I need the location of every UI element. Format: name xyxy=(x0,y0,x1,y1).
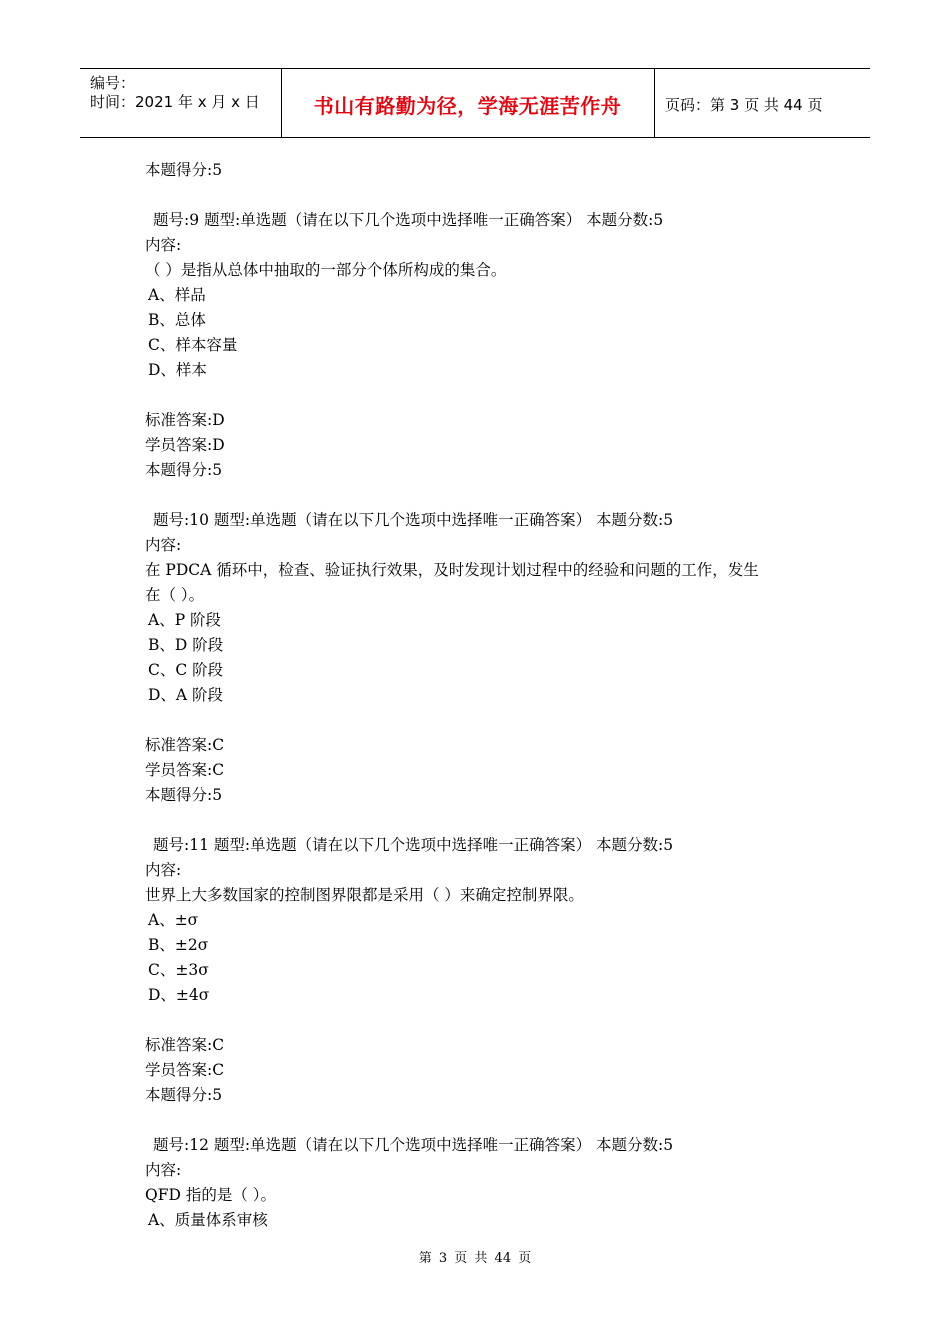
question-header: 题号:9 题型:单选题（请在以下几个选项中选择唯一正确答案） 本题分数:5 xyxy=(153,211,664,229)
student-answer xyxy=(145,758,835,783)
document-body xyxy=(145,158,835,1233)
question-score xyxy=(145,1083,835,1108)
option-item: B、总体 xyxy=(148,311,206,329)
student-answer xyxy=(145,433,835,458)
score-label: 本题得分: xyxy=(145,786,213,804)
question-text: 在 PDCA 循环中，检查、验证执行效果，及时发现计划过程中的经验和问题的工作，发生 xyxy=(145,561,759,579)
page-footer: 第 3 页 共 44 页 xyxy=(418,1251,532,1266)
standard-answer-label: 标准答案: xyxy=(145,736,213,754)
question-header: 题号:10 题型:单选题（请在以下几个选项中选择唯一正确答案） 本题分数:5 xyxy=(153,511,674,529)
student-answer-value: C xyxy=(212,1061,225,1079)
content-label: 内容: xyxy=(145,1161,182,1179)
question-text: 世界上大多数国家的控制图界限都是采用（ ）来确定控制界限。 xyxy=(145,886,584,904)
blank-line xyxy=(145,183,835,208)
standard-answer xyxy=(145,408,835,433)
option-item: C、C 阶段 xyxy=(148,661,224,679)
option-item: D、±4σ xyxy=(148,986,210,1004)
student-answer xyxy=(145,1058,835,1083)
student-answer-label: 学员答案: xyxy=(145,1061,213,1079)
score-value: 5 xyxy=(212,1086,223,1104)
option-item: B、D 阶段 xyxy=(148,636,224,654)
header-motto: 书山有路勤为径，学海无涯苦作舟 xyxy=(313,94,622,118)
option-item: C、样本容量 xyxy=(148,336,238,354)
question-text: 在（ ）。 xyxy=(145,586,205,604)
header-left-cell xyxy=(80,69,282,137)
standard-answer xyxy=(145,733,835,758)
standard-answer xyxy=(145,1033,835,1058)
previous-question-score: 本题得分:5 xyxy=(145,161,223,179)
student-answer-value: D xyxy=(212,436,225,454)
student-answer-value: C xyxy=(212,761,225,779)
option-item: A、P 阶段 xyxy=(148,611,222,629)
question-text: QFD 指的是（ ）。 xyxy=(145,1186,276,1204)
score-value: 5 xyxy=(212,461,223,479)
question-score xyxy=(145,783,835,808)
blank-line xyxy=(145,1008,835,1033)
score-value: 5 xyxy=(212,786,223,804)
question-header: 题号:11 题型:单选题（请在以下几个选项中选择唯一正确答案） 本题分数:5 xyxy=(153,836,674,854)
blank-line xyxy=(145,808,835,833)
standard-answer-label: 标准答案: xyxy=(145,1036,213,1054)
student-answer-label: 学员答案: xyxy=(145,761,213,779)
blank-line xyxy=(145,708,835,733)
blank-line xyxy=(145,1108,835,1133)
option-item: B、±2σ xyxy=(148,936,209,954)
document-header xyxy=(80,68,870,138)
content-label: 内容: xyxy=(145,861,182,879)
number-label: 编号： xyxy=(90,74,136,92)
question-text: （ ）是指从总体中抽取的一部分个体所构成的集合。 xyxy=(145,261,507,279)
time-label: 时间：2021 年 x 月 x 日 xyxy=(90,93,260,111)
score-label: 本题得分: xyxy=(145,1086,213,1104)
blank-line xyxy=(145,383,835,408)
option-item: A、样品 xyxy=(148,286,206,304)
score-label: 本题得分: xyxy=(145,461,213,479)
header-page-info: 页码：第 3 页 共 44 页 xyxy=(665,96,823,114)
option-item: C、±3σ xyxy=(148,961,209,979)
header-right-cell xyxy=(655,69,870,137)
content-label: 内容: xyxy=(145,536,182,554)
option-item: A、±σ xyxy=(148,911,199,929)
standard-answer-value: C xyxy=(212,736,225,754)
question-header: 题号:12 题型:单选题（请在以下几个选项中选择唯一正确答案） 本题分数:5 xyxy=(153,1136,674,1154)
option-item: D、样本 xyxy=(148,361,207,379)
header-middle-cell xyxy=(281,69,655,137)
option-item: D、A 阶段 xyxy=(148,686,224,704)
standard-answer-value: C xyxy=(212,1036,225,1054)
question-score xyxy=(145,458,835,483)
student-answer-label: 学员答案: xyxy=(145,436,213,454)
standard-answer-value: D xyxy=(212,411,225,429)
content-label: 内容: xyxy=(145,236,182,254)
option-item: A、质量体系审核 xyxy=(148,1211,268,1229)
blank-line xyxy=(145,483,835,508)
standard-answer-label: 标准答案: xyxy=(145,411,213,429)
